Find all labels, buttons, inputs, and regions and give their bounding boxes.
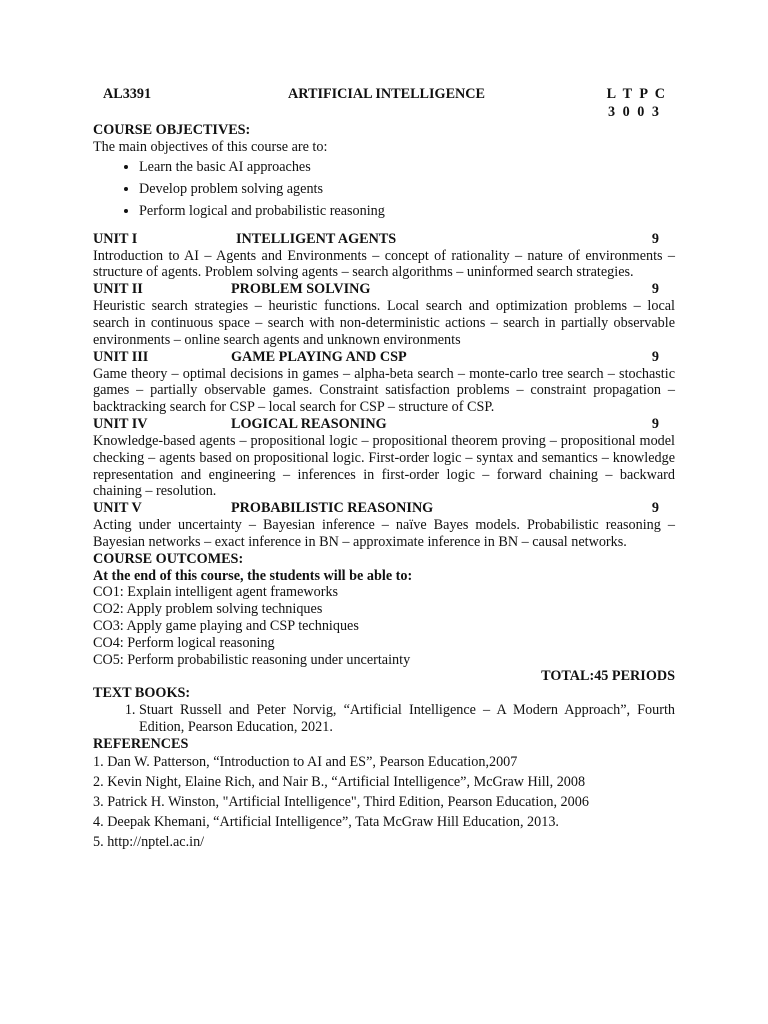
unit-title: PROBLEM SOLVING xyxy=(231,281,371,298)
unit-content: Game theory – optimal decisions in games – alpha-beta search – monte-carlo tree search – stochastic games – partially observable games. Constraint satisfaction problems – constraint propagation – backtracking search for CSP – local search for CSP – structure of CSP. xyxy=(93,365,675,416)
objective-item: • Learn the basic AI approaches xyxy=(139,156,675,178)
unit-content: Acting under uncertainty – Bayesian inference – naïve Bayes models. Probabilistic reasoning – Bayesian networks – exact inference in BN – approximate inference in BN – causal networks. xyxy=(93,517,675,550)
unit-number: UNIT V xyxy=(93,500,142,517)
unit-number: UNIT I xyxy=(93,230,138,247)
course-title: ARTIFICIAL INTELLIGENCE xyxy=(288,86,485,102)
textbooks-heading: TEXT BOOKS: xyxy=(93,685,191,702)
unit-title: PROBABILISTIC REASONING xyxy=(231,500,434,517)
unit-number: UNIT II xyxy=(93,281,143,298)
unit-hours: 9 xyxy=(651,500,659,517)
outcomes-lead: At the end of this course, the students will be able to: xyxy=(93,567,413,584)
course-header xyxy=(93,86,675,104)
outcome-item: CO4: Perform logical reasoning xyxy=(93,634,275,651)
total-periods: TOTAL:45 PERIODS xyxy=(541,668,675,685)
unit-hours: 9 xyxy=(651,230,659,247)
unit-content: Heuristic search strategies – heuristic functions. Local search and optimization problems – local search in continuous space – search with non-deterministic actions – search in partially observable environments – online search agents and unknown environments xyxy=(93,298,675,348)
reference-item: 4. Deepak Khemani, “Artificial Intelligence”, Tata McGraw Hill Education, 2013. xyxy=(93,814,559,831)
unit-heading xyxy=(93,500,675,517)
outcomes-heading: COURSE OUTCOMES: xyxy=(93,550,244,567)
unit-title: LOGICAL REASONING xyxy=(231,415,387,432)
syllabus-page xyxy=(93,86,675,852)
ltpc-values: 3 0 0 3 xyxy=(607,104,661,120)
unit-hours: 9 xyxy=(651,281,659,298)
objective-item: • Perform logical and probabilistic reasoning xyxy=(139,200,675,222)
textbooks-list xyxy=(93,702,675,736)
unit-number: UNIT IV xyxy=(93,415,148,432)
reference-item: 5. http://nptel.ac.in/ xyxy=(93,834,205,851)
textbook-item: 1. Stuart Russell and Peter Norvig, “Artificial Intelligence – A Modern Approach”, Fourth Edition, Pearson Education, 2021. xyxy=(139,702,675,736)
reference-item: 2. Kevin Night, Elaine Rich, and Nair B., “Artificial Intelligence”, McGraw Hill, 2008 xyxy=(93,774,586,791)
unit-content: Knowledge-based agents – propositional logic – propositional theorem proving – propositional model checking – agents based on propositional logic. First-order logic – syntax and semantics – knowledge representation and engineering – inferences in first-order logic – forward chaining – backward chaining – resolution. xyxy=(93,432,675,500)
unit-hours: 9 xyxy=(651,348,659,365)
unit-title: GAME PLAYING AND CSP xyxy=(231,348,407,365)
unit-heading xyxy=(93,349,675,366)
course-code: AL3391 xyxy=(103,86,152,102)
unit-content: Introduction to AI – Agents and Environments – concept of rationality – nature of environments – structure of agents. Problem solving agents – search algorithms – uninformed search strategies. xyxy=(93,247,675,281)
unit-heading xyxy=(93,281,675,298)
unit-hours: 9 xyxy=(651,415,659,432)
outcome-item: CO1: Explain intelligent agent frameworks xyxy=(93,584,339,601)
unit-title: INTELLIGENT AGENTS xyxy=(236,230,397,247)
outcome-item: CO3: Apply game playing and CSP techniques xyxy=(93,617,359,634)
objective-item: • Develop problem solving agents xyxy=(139,178,675,200)
references-heading: REFERENCES xyxy=(93,735,189,752)
unit-heading xyxy=(93,231,675,248)
unit-number: UNIT III xyxy=(93,348,149,365)
outcome-item: CO2: Apply problem solving techniques xyxy=(93,601,323,618)
objectives-heading: COURSE OBJECTIVES: xyxy=(93,122,251,138)
unit-heading xyxy=(93,416,675,433)
reference-item: 3. Patrick H. Winston, "Artificial Intelligence", Third Edition, Pearson Education, 2006 xyxy=(93,794,589,811)
objectives-list xyxy=(93,156,675,222)
outcome-item: CO5: Perform probabilistic reasoning under uncertainty xyxy=(93,651,411,668)
ltpc-label: L T P C xyxy=(606,86,667,102)
objectives-lead: The main objectives of this course are to: xyxy=(93,138,328,155)
reference-item: 1. Dan W. Patterson, “Introduction to AI and ES”, Pearson Education,2007 xyxy=(93,754,518,771)
